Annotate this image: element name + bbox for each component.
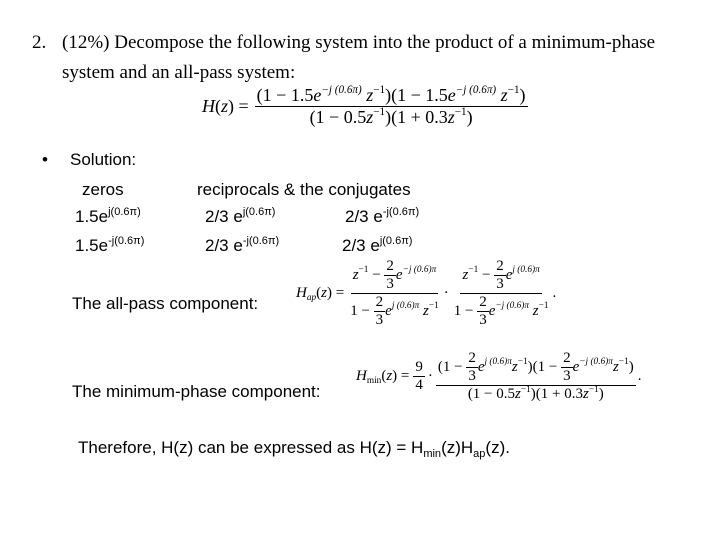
- solution-heading: Solution:: [70, 150, 137, 169]
- reciprocals-header: reciprocals & the conjugates: [197, 180, 411, 199]
- zero-2: $1.5e^{-j(0.6\pi)}$: [75, 235, 145, 255]
- minphase-label: The minimum-phase component:: [72, 382, 321, 401]
- bullet: •: [42, 150, 48, 169]
- transfer-function-equation: H(z) = $\frac{(1 - 1.5e^{-j (0.6\pi)} z^{-1})(1 - 1.5e^{-j (0.6\pi)} z^{-1})}{(1 - 0.5z^{-1})(1 + 0.3z^{-1})}$: [202, 83, 526, 127]
- conjugate-1: 2/3 $e^{-j(0.6\pi)}$: [345, 206, 420, 226]
- problem-text-line-2: system and an all-pass system:: [62, 62, 296, 83]
- zeros-header: zeros: [82, 180, 124, 199]
- conclusion-text: Therefore, H(z) can be expressed as $H(z) = H_{min}(z)H_{ap}(z)$.: [78, 438, 510, 460]
- problem-text-line-1: (12%) Decompose the following system into the product of a minimum-phase: [62, 32, 656, 53]
- problem-number: 2.: [32, 32, 47, 53]
- zero-1: $1.5e^{j(0.6\pi)}$: [75, 206, 141, 226]
- conjugate-2: 2/3 $e^{j(0.6\pi)}$: [342, 235, 413, 255]
- allpass-equation: $H_{ap}(z)$ = $z^{-1}$ − $\frac{2}{3}$ $e^{-j (0.6)\pi}$ 1 − $\frac{2}{3}$ $e^{j (0.6)\pi}$ $z^{-1}$ · $z^{-1}$ − $\frac{2}{3}$ $e^{j (0.6)\pi}$ 1 − $\frac{2}{3}$ $e^{-j (0.6)\pi}$ $z^{-1}$ .: [296, 258, 557, 328]
- minphase-equation: $H_{min}(z)$ = $\frac{9}{4}$ · (1 − $\frac{2}{3}$ $e^{j (0.6)\pi}z^{-1})(1$ − $\frac{2}{3}$ $e^{-j (0.6)\pi}z^{-1}$) $(1 - 0.5z^{-1})(1 + 0.3z^{-1})$ .: [356, 350, 642, 402]
- reciprocal-1: 2/3 $e^{j(0.6\pi)}$: [205, 206, 276, 226]
- allpass-label: The all-pass component:: [72, 294, 259, 313]
- reciprocal-2: 2/3 $e^{-j(0.6\pi)}$: [205, 235, 280, 255]
